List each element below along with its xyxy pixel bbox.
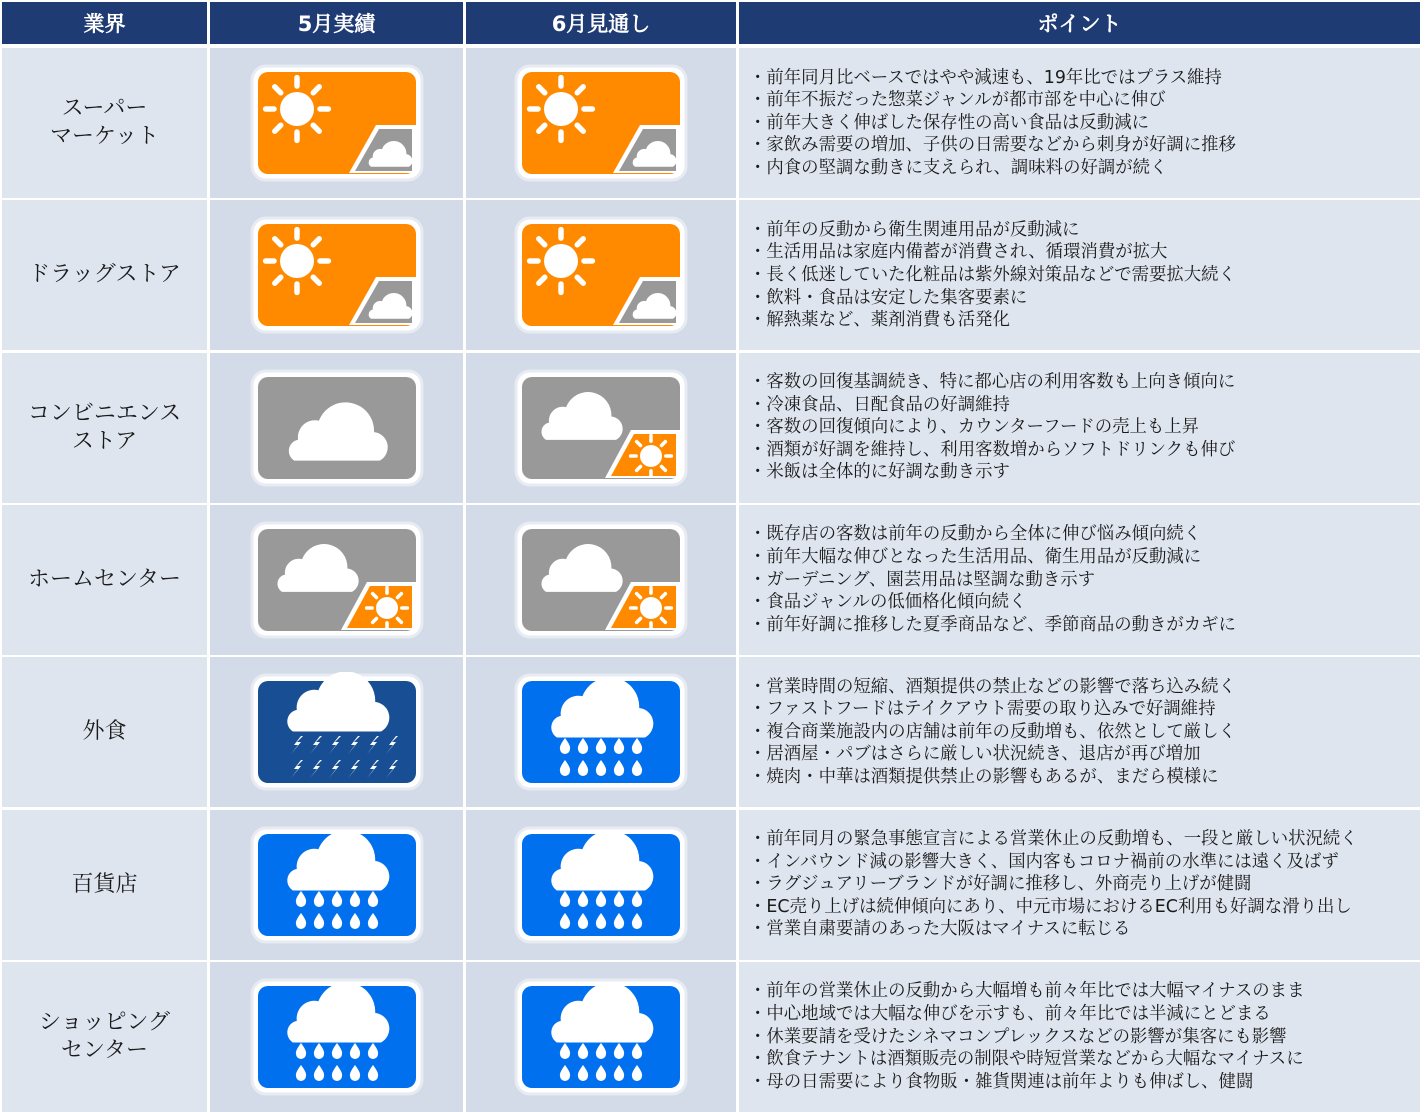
sunny-cloudy-icon	[249, 215, 425, 335]
table-row	[0, 810, 1426, 960]
header-june-outlook: 6月見通し	[466, 2, 736, 44]
cloudy-icon	[249, 368, 425, 488]
point-item: ・前年の反動から衛生関連用品が反動減に	[749, 219, 1080, 240]
table-row	[0, 505, 1426, 655]
points-cell	[739, 353, 1420, 503]
may-result-cell	[210, 505, 463, 655]
june-outlook-cell	[466, 962, 736, 1112]
may-result-cell	[210, 810, 463, 960]
industry-cell	[2, 353, 207, 503]
points-list	[739, 523, 1236, 636]
point-item: ・焼肉・中華は酒類提供禁止の影響もあるが、まだら模様に	[749, 767, 1219, 788]
point-item: ・食品ジャンルの低価格化傾向続く	[749, 592, 1027, 613]
industry-label: ホームセンター	[27, 566, 182, 592]
points-cell	[739, 962, 1420, 1112]
table-row	[0, 657, 1426, 807]
industry-cell	[2, 810, 207, 960]
points-cell	[739, 200, 1420, 350]
may-result-cell	[210, 962, 463, 1112]
header-points: ポイント	[739, 2, 1420, 44]
industry-label: 外食	[82, 719, 127, 745]
cloudy-sunny-icon	[249, 520, 425, 640]
industry-cell	[2, 505, 207, 655]
point-item: ・ラグジュアリーブランドが好調に推移し、外商売り上げが健闘	[749, 874, 1252, 895]
point-item: ・飲食テナントは酒類販売の制限や時短営業などから大幅なマイナスに	[749, 1049, 1304, 1070]
sunny-cloudy-icon	[513, 215, 689, 335]
cloudy-sunny-icon	[513, 368, 689, 488]
industry-label: 百貨店	[71, 871, 138, 897]
header-may-result: 5月実績	[210, 2, 463, 44]
point-item: ・飲料・食品は安定した集客要素に	[749, 287, 1028, 308]
table-row	[0, 962, 1426, 1112]
point-item: ・ガーデニング、園芸用品は堅調な動き示す	[749, 569, 1096, 590]
point-item: ・前年の営業休止の反動から大幅増も前々年比では大幅マイナスのまま	[749, 981, 1305, 1002]
table-row	[0, 200, 1426, 350]
header-industry: 業界	[2, 2, 207, 44]
table-row	[0, 48, 1426, 198]
point-item: ・休業要請を受けたシネマコンプレックスなどの影響が集客にも影響	[749, 1026, 1287, 1047]
point-item: ・前年不振だった惣菜ジャンルが都市部を中心に伸び	[749, 90, 1166, 111]
industry-label: コンビニエンス ストア	[27, 400, 182, 454]
point-item: ・前年同月比ベースではやや減速も、19年比ではプラス維持	[749, 67, 1222, 88]
point-item: ・既存店の客数は前年の反動から全体に伸び悩み傾向続く	[749, 524, 1202, 545]
sunny-cloudy-icon	[249, 63, 425, 183]
point-item: ・米飯は全体的に好調な動き示す	[749, 462, 1010, 483]
point-item: ・前年大幅な伸びとなった生活用品、衛生用品が反動減に	[749, 547, 1202, 567]
points-cell	[739, 48, 1420, 198]
may-result-cell	[210, 353, 463, 503]
storm-icon	[249, 672, 425, 792]
industry-cell	[2, 657, 207, 807]
point-item: ・酒類が好調を維持し、利用客数増からソフトドリンクも伸び	[749, 439, 1236, 460]
june-outlook-cell	[466, 48, 736, 198]
point-item: ・前年好調に推移した夏季商品など、季節商品の動きがカギに	[749, 614, 1236, 635]
point-item: ・中心地域では大幅な伸びを示すも、前々年比では半減にとどまる	[749, 1003, 1271, 1024]
industry-label: ドラッグストア	[28, 262, 181, 288]
point-item: ・内食の堅調な動きに支えられ、調味料の好調が続く	[749, 157, 1168, 178]
points-cell	[739, 810, 1420, 960]
points-list	[739, 371, 1235, 484]
points-list	[739, 676, 1236, 789]
industry-cell	[2, 200, 207, 350]
point-item: ・長く低迷していた化粧品は紫外線対策品などで需要拡大続く	[749, 265, 1236, 285]
points-list	[739, 67, 1236, 180]
june-outlook-cell	[466, 200, 736, 350]
table-row	[0, 353, 1426, 503]
point-item: ・解熱薬など、薬剤消費も活発化	[749, 310, 1010, 331]
point-item: ・冷凍食品、日配食品の好調維持	[749, 394, 1010, 415]
point-item: ・前年大きく伸ばした保存性の高い食品は反動減に	[749, 112, 1149, 133]
point-item: ・営業自粛要請のあった大阪はマイナスに転じる	[749, 919, 1131, 940]
cloudy-sunny-icon	[513, 520, 689, 640]
rain-icon	[249, 977, 425, 1097]
point-item: ・客数の回復基調続き、特に都心店の利用客数も上向き傾向に	[749, 372, 1236, 393]
point-item: ・複合商業施設内の店舗は前年の反動増も、依然として厳しく	[749, 721, 1236, 742]
points-list	[739, 980, 1304, 1093]
point-item: ・居酒屋・パブはさらに厳しい状況続き、退店が再び増加	[749, 744, 1201, 765]
points-cell	[739, 657, 1420, 807]
may-result-cell	[210, 200, 463, 350]
june-outlook-cell	[466, 505, 736, 655]
rain-icon	[513, 672, 689, 792]
sunny-cloudy-icon	[513, 63, 689, 183]
point-item: ・営業時間の短縮、酒類提供の禁止などの影響で落ち込み続く	[749, 676, 1236, 697]
rain-icon	[513, 977, 689, 1097]
may-result-cell	[210, 657, 463, 807]
may-result-cell	[210, 48, 463, 198]
point-item: ・EC売り上げは続伸傾向にあり、中元市場におけるEC利用も好調な滑り出し	[749, 896, 1352, 917]
point-item: ・インバウンド減の影響大きく、国内客もコロナ禍前の水準には遠く及ばず	[749, 851, 1339, 872]
point-item: ・家飲み需要の増加、子供の日需要などから刺身が好調に推移	[749, 135, 1236, 156]
point-item: ・客数の回復傾向により、カウンターフードの売上も上昇	[749, 417, 1200, 438]
rain-icon	[513, 825, 689, 945]
industry-label: スーパー マーケット	[50, 96, 159, 149]
point-item: ・前年同月の緊急事態宣言による営業休止の反動増も、一段と厳しい状況続く	[749, 829, 1358, 850]
points-list	[739, 828, 1358, 941]
rain-icon	[249, 825, 425, 945]
june-outlook-cell	[466, 353, 736, 503]
points-list	[739, 219, 1236, 332]
industry-cell	[2, 962, 207, 1112]
june-outlook-cell	[466, 657, 736, 807]
industry-cell	[2, 48, 207, 198]
industry-label: ショッピング センター	[38, 1009, 171, 1063]
points-cell	[739, 505, 1420, 655]
point-item: ・母の日需要により食物販・雑貨関連は前年よりも伸ばし、健闘	[749, 1071, 1254, 1092]
point-item: ・ファストフードはテイクアウト需要の取り込みで好調維持	[749, 699, 1216, 720]
point-item: ・生活用品は家庭内備蓄が消費され、循環消費が拡大	[749, 242, 1168, 263]
june-outlook-cell	[466, 810, 736, 960]
